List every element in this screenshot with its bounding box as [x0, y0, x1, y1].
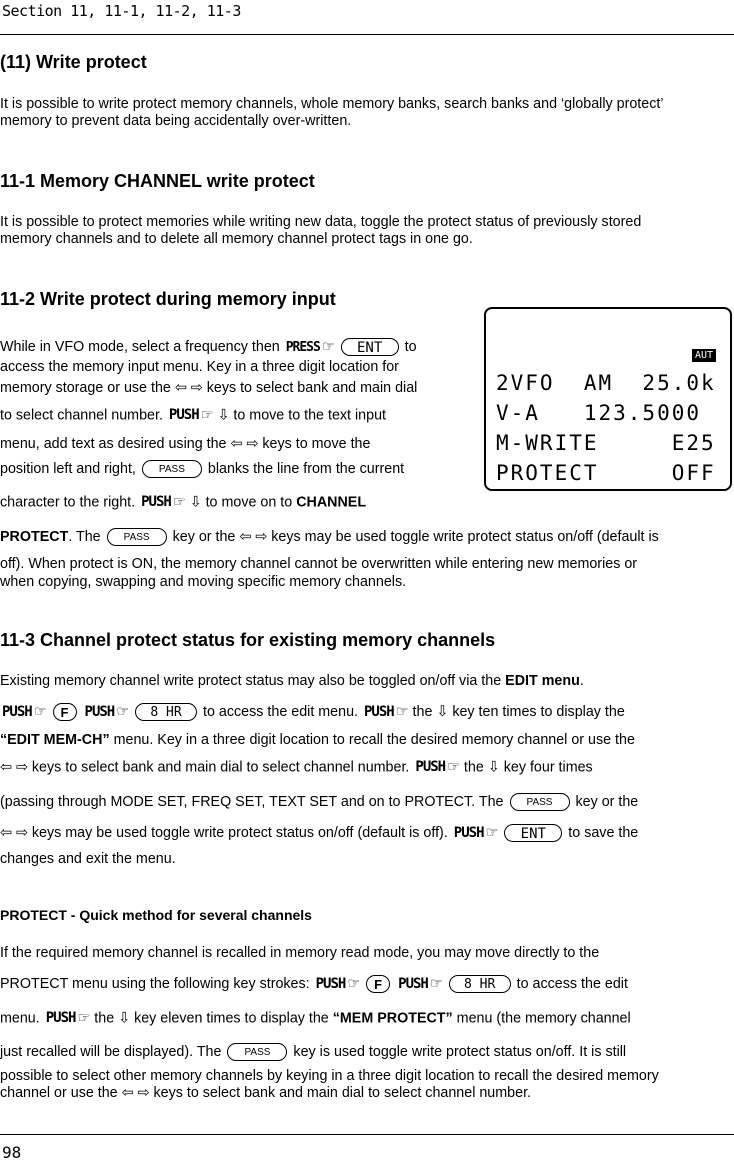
heading-11-1: 11-1 Memory CHANNEL write protect — [0, 171, 315, 191]
text: ⇦ ⇨ keys may be used toggle write protect status on/off (default is off). — [0, 824, 448, 841]
text: . — [579, 673, 584, 689]
heading-11-2: 11-2 Write protect during memory input — [0, 289, 336, 309]
text: menu. — [0, 1010, 40, 1027]
text: just recalled will be displayed). The — [0, 1043, 222, 1060]
ent-key-icon: ENT — [504, 824, 562, 842]
text: Existing memory channel write protect status may also be toggled on/off via the — [0, 673, 502, 689]
para-11-2-line1 — [0, 338, 417, 356]
heading-11-3: 11-3 Channel protect status for existing memory channels — [0, 630, 496, 650]
para-11-2-line7 — [0, 494, 366, 511]
hand-icon: ☞ — [116, 703, 130, 720]
text: to access the edit — [516, 975, 628, 992]
para-11-2-line3: memory storage or use the ⇦ ⇨ keys to select bank and main dial — [0, 380, 418, 396]
lcd-line-4: PROTECT OFF — [496, 461, 716, 485]
pass-key-icon: PASS — [227, 1043, 287, 1061]
para-11-2-line4 — [0, 407, 386, 424]
para-11-2-line9: off). When protect is ON, the memory channel cannot be overwritten while entering new memories or — [0, 556, 638, 572]
pass-key-icon: PASS — [510, 793, 570, 811]
text: PROTECT menu using the following key strokes: — [0, 975, 310, 992]
push-label: PUSH — [2, 703, 32, 720]
quick-line6: channel or use the ⇦ ⇨ keys to select bank and main dial to select channel number. — [0, 1085, 532, 1101]
hand-icon: ☞ — [321, 338, 335, 355]
quick-line1: If the required memory channel is recalled in memory read mode, you may move directly to the — [0, 945, 600, 961]
text-bold: PROTECT — [0, 528, 69, 545]
ent-key-icon: ENT — [341, 338, 399, 356]
push-label: PUSH — [84, 703, 115, 720]
push-label: PUSH — [168, 407, 199, 423]
push-label: PUSH — [398, 975, 428, 992]
para-11-2-line6 — [0, 460, 404, 478]
pass-key-icon: PASS — [107, 528, 167, 546]
text: key is used toggle write protect status on/off. It is still — [293, 1043, 627, 1060]
8hr-key-icon: 8 HR — [135, 703, 197, 721]
text: ⇩ to move on to — [189, 494, 293, 511]
lcd-display — [484, 307, 732, 491]
hand-icon: ☞ — [447, 759, 460, 776]
push-label: PUSH — [453, 824, 484, 841]
text: the ⇩ key eleven times to display the — [94, 1010, 329, 1027]
text: position left and right, — [0, 460, 136, 477]
text: to — [404, 338, 417, 355]
f-key-icon: F — [366, 975, 390, 993]
para-11-3-line7: changes and exit the menu. — [0, 851, 176, 867]
para-11-3-line1 — [0, 673, 584, 690]
text: While in VFO mode, select a frequency then — [0, 338, 280, 355]
push-label: PUSH — [315, 975, 346, 992]
lcd-line-2: V-A 123.5000 — [496, 401, 702, 425]
8hr-key-icon: 8 HR — [449, 975, 511, 993]
text: to save the — [568, 824, 639, 841]
press-label: PRESS — [285, 339, 320, 355]
hand-icon: ☞ — [395, 703, 409, 720]
para-11-3-line2 — [0, 703, 625, 721]
text: key or the ⇦ ⇨ keys may be used toggle write protect status on/off (default is — [172, 528, 659, 545]
push-label: PUSH — [45, 1010, 76, 1026]
para-11-3-line6 — [0, 824, 638, 842]
text: (passing through MODE SET, FREQ SET, TEXT SET and on to PROTECT. The — [0, 793, 504, 810]
text: to access the edit menu. — [203, 703, 359, 720]
text-bold: CHANNEL — [296, 494, 367, 511]
hand-icon: ☞ — [429, 975, 443, 992]
para-11-line1: It is possible to write protect memory channels, whole memory banks, search banks and ‘globally protect’ — [0, 96, 664, 112]
para-11-3-line3 — [0, 732, 635, 749]
f-key-icon: F — [53, 703, 77, 721]
quick-line4 — [0, 1043, 626, 1061]
push-label: PUSH — [141, 494, 171, 510]
page-footer-rule — [0, 1134, 734, 1135]
lcd-line-3: M-WRITE E25 — [496, 431, 716, 455]
para-11-2-line5: menu, add text as desired using the ⇦ ⇨ keys to move the — [0, 436, 371, 452]
push-label: PUSH — [364, 703, 394, 720]
quick-line3 — [0, 1010, 631, 1027]
para-11-1-line1: It is possible to protect memories while writing new data, toggle the protect status of previously stored — [0, 214, 642, 230]
text: key or the — [575, 793, 639, 810]
text: the ⇩ key ten times to display the — [412, 703, 625, 720]
text: the ⇩ key four times — [463, 759, 593, 776]
quick-line2 — [0, 975, 628, 993]
text-bold: “MEM PROTECT” — [332, 1010, 453, 1027]
hand-icon: ☞ — [347, 975, 361, 992]
text-bold: “EDIT MEM-CH” — [0, 732, 110, 748]
text: to select channel number. — [0, 407, 163, 424]
pass-key-icon: PASS — [142, 460, 202, 478]
push-label: PUSH — [415, 759, 446, 775]
para-11-3-line5 — [0, 793, 638, 811]
hand-icon: ☞ — [172, 494, 186, 511]
quick-method-title: PROTECT - Quick method for several channels — [0, 907, 312, 923]
para-11-line2: memory to prevent data being accidentally over-written. — [0, 113, 352, 129]
section-header: Section 11, 11-1, 11-2, 11-3 — [2, 2, 241, 20]
para-11-2-line10: when copying, swapping and moving specific memory channels. — [0, 574, 407, 590]
page-header — [0, 0, 734, 35]
text-bold: EDIT menu — [505, 673, 580, 689]
text: blanks the line from the current — [207, 460, 405, 477]
text: menu (the memory channel — [452, 1010, 631, 1027]
hand-icon: ☞ — [77, 1010, 91, 1027]
text: character to the right. — [0, 494, 136, 511]
page-number: 98 — [2, 1143, 22, 1162]
text: . The — [68, 528, 101, 545]
aut-badge: AUT — [692, 349, 716, 362]
hand-icon: ☞ — [200, 407, 214, 424]
para-11-3-line4 — [0, 759, 593, 776]
para-11-1-line2: memory channels and to delete all memory channel protect tags in one go. — [0, 231, 473, 247]
text: ⇩ to move to the text input — [217, 407, 386, 424]
para-11-2-line8 — [0, 528, 659, 546]
hand-icon: ☞ — [485, 824, 499, 841]
text: ⇦ ⇨ keys to select bank and main dial to select channel number. — [0, 759, 410, 776]
hand-icon: ☞ — [33, 703, 47, 720]
para-11-2-line2: access the memory input menu. Key in a three digit location for — [0, 359, 399, 375]
quick-line5: possible to select other memory channels by keying in a three digit location to recall the desired memory — [0, 1068, 659, 1084]
heading-11: (11) Write protect — [0, 52, 147, 72]
text: menu. Key in a three digit location to recall the desired memory channel or use the — [109, 732, 635, 748]
lcd-line-1: 2VFO AM 25.0k — [496, 371, 716, 395]
